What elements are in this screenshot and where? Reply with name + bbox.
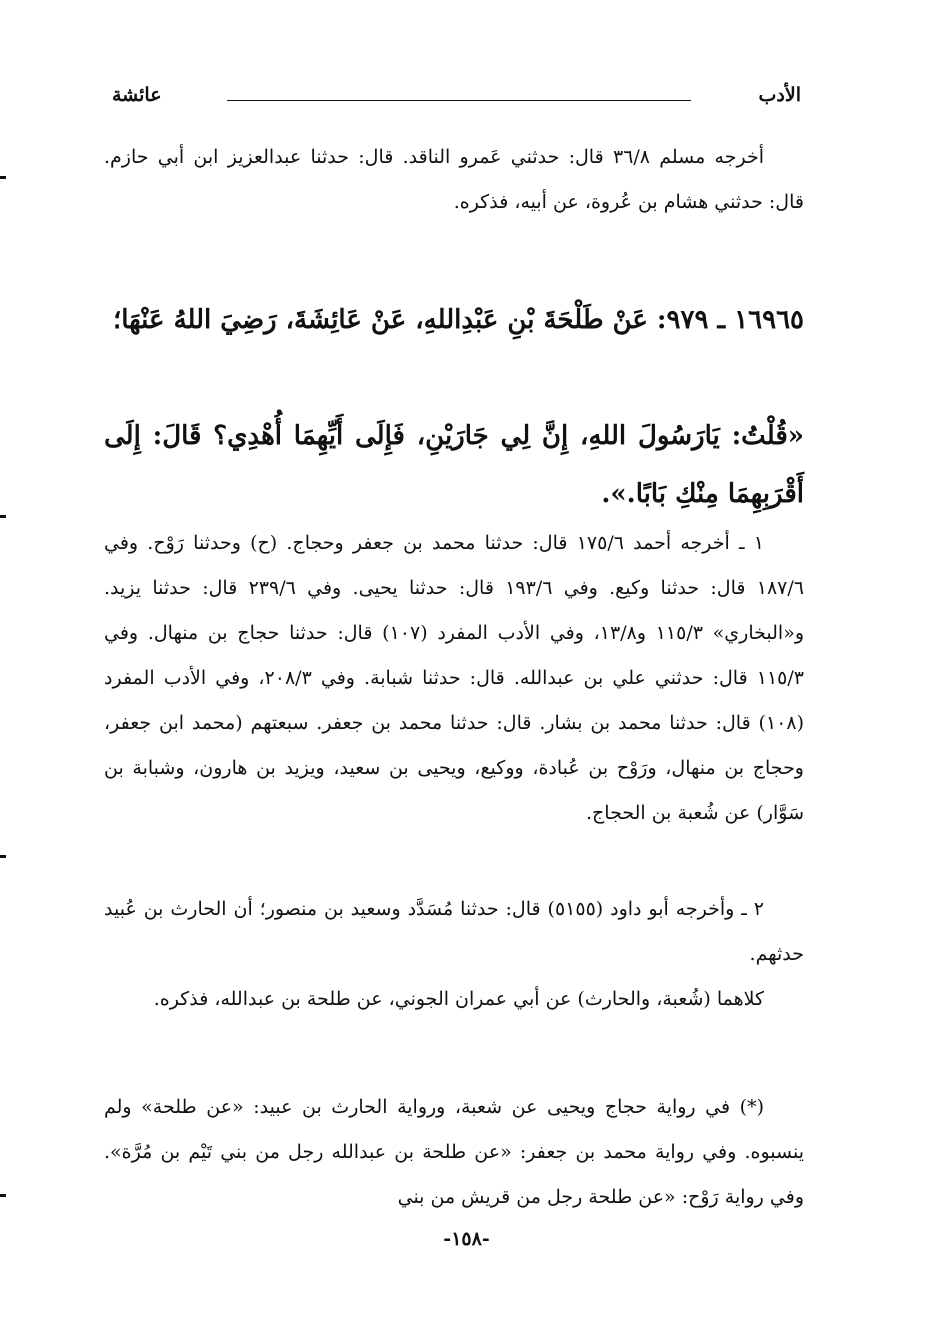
binding-mark (0, 176, 6, 179)
takhrij-note-1: ١ ـ أخرجه أحمد ١٧٥/٦ قال: حدثنا محمد بن جعفر وحجاج. (ح) وحدثنا رَوْح. وفي ١٨٧/٦ قال: حدثنا وكيع. وفي ١٩٣/٦ قال: حدثنا يحيى. وفي ٢٣٩/٦ قال: حدثنا يزيد. و«البخاري» ١١٥/٣ و١٣/٨، وفي الأدب المفرد (١٠٧) قال: حدثنا حجاج بن منهال. وفي ١١٥/٣ قال: حدثني علي بن عبدالله. قال: حدثنا شبابة. وفي ٢٠٨/٣، وفي الأدب المفرد (١٠٨) قال: حدثنا محمد بن بشار. قال: حدثنا محمد بن جعفر. سبعتهم (محمد ابن جعفر، وحجاج بن منهال، ورَوْح بن عُبادة، ووكيع، ويحيى بن سعيد، ويزيد بن هارون، وشبابة بن سَوَّار) عن شُعبة بن الحجاج. (104, 532, 804, 824)
binding-mark (0, 515, 6, 518)
running-header (112, 84, 801, 116)
page-number: -١٥٨- (443, 1228, 490, 1250)
chapter-name: عائشة (112, 84, 162, 106)
header-rule (227, 100, 691, 101)
hadith-heading: ١٦٩٦٥ ـ ٩٧٩: عَنْ طَلْحَةَ بْنِ عَبْدِاللهِ، عَنْ عَائِشَةَ، رَضِيَ اللهُ عَنْهَا؛ (112, 305, 804, 335)
binding-mark (0, 1194, 6, 1197)
intro-note: أخرجه مسلم ٣٦/٨ قال: حدثني عَمرو الناقد. قال: حدثنا عبدالعزيز ابن أبي حازم. قال: حدثني هشام بن عُروة، عن أبيه، فذكره. (104, 146, 804, 213)
book-title: الأدب (758, 84, 801, 106)
commentary-note: (*) في رواية حجاج ويحيى عن شعبة، ورواية الحارث بن عبيد: «عن طلحة» ولم ينسبوه. وفي رواية محمد بن جعفر: «عن طلحة بن عبدالله رجل من بني تَيْم بن مُرَّة». وفي رواية رَوْح: «عن طلحة رجل من قريش من بني (104, 1096, 804, 1208)
hadith-text: «قُلْتُ: يَارَسُولَ اللهِ، إِنَّ لِي جَارَيْنِ، فَإِلَى أَيِّهِمَا أُهْدِي؟ قَالَ: إِلَى أَقْرَبِهِمَا مِنْكِ بَابًا.». (104, 421, 804, 509)
binding-mark (0, 855, 6, 858)
takhrij-note-3: كلاهما (شُعبة، والحارث) عن أبي عمران الجوني، عن طلحة بن عبدالله، فذكره. (153, 988, 764, 1010)
takhrij-note-2: ٢ ـ وأخرجه أبو داود (٥١٥٥) قال: حدثنا مُسَدَّد وسعيد بن منصور؛ أن الحارث بن عُبيد حدثهم. (104, 898, 804, 965)
